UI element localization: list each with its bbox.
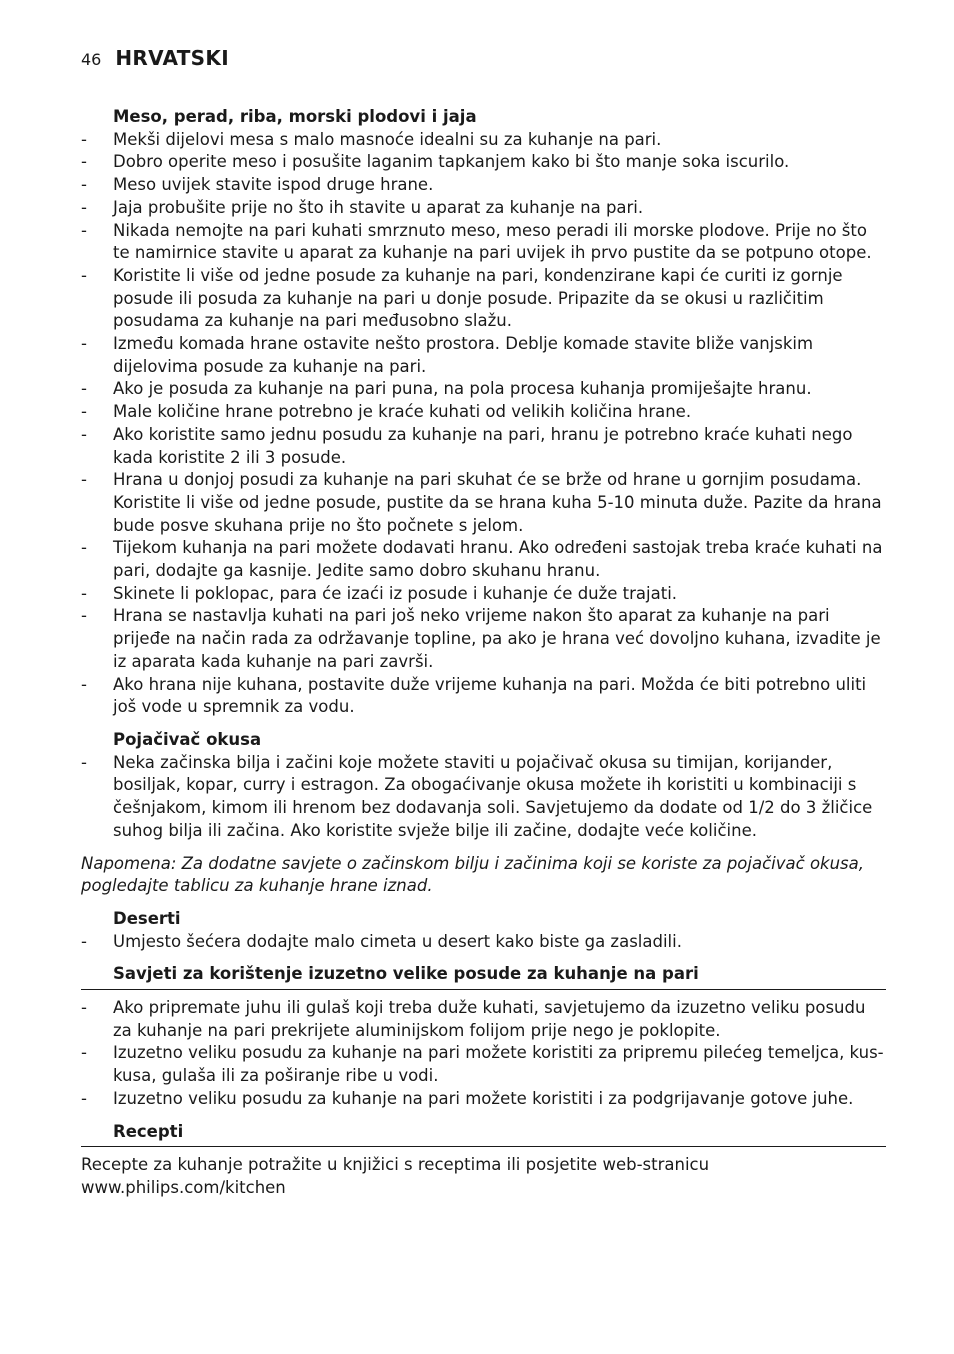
bullet-dash: - — [81, 402, 87, 422]
list-item — [81, 378, 886, 401]
list-item-text: Tijekom kuhanja na pari možete dodavati hranu. Ako određeni sastojak treba kraće kuhati na pari, dodajte ga kasnije. Jedite samo dobro skuhanu hranu. — [113, 538, 883, 581]
list-item-text: Nikada nemojte na pari kuhati smrznuto meso, meso peradi ili morske plodove. Prije no što te namirnice stavite u aparat za kuhanje na pari uvijek ih prvo pustite da se potpuno otope. — [113, 220, 872, 263]
bullet-dash: - — [81, 1043, 87, 1063]
list-item-text: Između komada hrane ostavite nešto prostora. Deblje komade stavite bliže vanjskim dijelovima posude za kuhanje na pari. — [113, 334, 814, 376]
recipes-text: Recepte za kuhanje potražite u knjižici s receptima ili posjetite web-stranicu www.philips.com/kitchen — [81, 1155, 710, 1197]
list-item — [81, 220, 886, 265]
large-bowl-tips-list — [81, 997, 886, 1111]
bullet-dash: - — [81, 265, 87, 285]
section-heading-large-bowl: Savjeti za korištenje izuzetno velike posude za kuhanje na pari — [81, 963, 886, 990]
list-item-text: Izuzetno veliku posudu za kuhanje na pari možete koristiti za pripremu pilećeg temeljca, kus-kusa, gulaša ili za poširanje ribe u vodi. — [113, 1043, 884, 1086]
page-number: 46 — [81, 50, 102, 69]
page-content — [81, 106, 886, 1200]
list-item-text: Izuzetno veliku posudu za kuhanje na pari možete koristiti i za podgrijavanje gotove juhe. — [113, 1088, 854, 1108]
list-item — [81, 424, 886, 469]
language-title: HRVATSKI — [115, 46, 229, 70]
list-item-text: Koristite li više od jedne posude za kuhanje na pari, kondenzirane kapi će curiti iz gornje posude ili posuda za kuhanje na pari u donje posude. Pripazite da se okusi u različitim posudama za kuhanje na pari međusobno slažu. — [113, 265, 843, 331]
bullet-dash: - — [81, 1088, 87, 1108]
bullet-dash: - — [81, 334, 87, 354]
list-item — [81, 752, 886, 843]
list-item — [81, 997, 886, 1042]
list-item — [81, 674, 886, 719]
list-item-text: Hrana u donjoj posudi za kuhanje na pari skuhat će se brže od hrane u gornjim posudama. Koristite li više od jedne posude, pustite da se hrana kuha 5-10 minuta duže. Pazite da hrana bude posve skuhana prije no što počnete s jelom. — [113, 470, 882, 535]
note-text: Napomena: Za dodatne savjete o začinskom bilju i začinima koji se koriste za pojačivač okusa, pogledajte tablicu za kuhanje hrane iznad. — [81, 853, 865, 896]
list-item-text: Male količine hrane potrebno je kraće kuhati od velikih količina hrane. — [113, 402, 692, 422]
bullet-dash: - — [81, 175, 87, 195]
flavour-tips-list — [81, 752, 886, 843]
bullet-dash: - — [81, 470, 87, 490]
desserts-tips-list — [81, 931, 886, 954]
bullet-dash: - — [81, 931, 87, 951]
list-item-text: Jaja probušite prije no što ih stavite u aparat za kuhanje na pari. — [113, 197, 644, 217]
list-item — [81, 151, 886, 174]
list-item — [81, 265, 886, 333]
list-item-text: Ako pripremate juhu ili gulaš koji treba duže kuhati, savjetujemo da izuzetno veliku posudu za kuhanje na pari prekrijete aluminijskom folijom prije nego je poklopite. — [113, 998, 866, 1040]
list-item — [81, 1088, 886, 1111]
list-item-text: Umjesto šećera dodajte malo cimeta u desert kako biste ga zasladili. — [113, 931, 682, 951]
bullet-dash: - — [81, 998, 87, 1018]
bullet-dash: - — [81, 606, 87, 626]
section-heading-desserts: Deserti — [113, 908, 181, 928]
bullet-dash: - — [81, 674, 87, 694]
list-item — [81, 333, 886, 378]
list-item-text: Ako hrana nije kuhana, postavite duže vrijeme kuhanja na pari. Možda će biti potrebno uliti još vode u spremnik za vodu. — [113, 674, 867, 717]
list-item-text: Meso uvijek stavite ispod druge hrane. — [113, 175, 434, 195]
list-item-text: Skinete li poklopac, para će izaći iz posude i kuhanje će duže trajati. — [113, 583, 678, 603]
bullet-dash: - — [81, 197, 87, 217]
bullet-dash: - — [81, 538, 87, 558]
list-item-text: Dobro operite meso i posušite laganim tapkanjem kako bi što manje soka iscurilo. — [113, 152, 790, 172]
list-item-text: Ako koristite samo jednu posudu za kuhanje na pari, hranu je potrebno kraće kuhati nego kada koristite 2 ili 3 posude. — [113, 424, 853, 467]
list-item-text: Mekši dijelovi mesa s malo masnoće idealni su za kuhanje na pari. — [113, 129, 662, 149]
list-item — [81, 1042, 886, 1087]
bullet-dash: - — [81, 379, 87, 399]
section-heading-recipes: Recepti — [81, 1121, 886, 1148]
bullet-dash: - — [81, 220, 87, 240]
list-item — [81, 174, 886, 197]
bullet-dash: - — [81, 583, 87, 603]
list-item — [81, 537, 886, 582]
section-heading-flavour: Pojačivač okusa — [113, 729, 262, 749]
page-header — [81, 46, 229, 76]
list-item — [81, 401, 886, 424]
list-item-text: Hrana se nastavlja kuhati na pari još neko vrijeme nakon što aparat za kuhanje na pari prijeđe na način rada za održavanje topline, pa ako je hrana već dovoljno kuhana, izvadite je iz aparata kada kuhanje na pari završi. — [113, 606, 881, 671]
list-item — [81, 931, 886, 954]
section-heading-meat: Meso, perad, riba, morski plodovi i jaja — [113, 107, 477, 126]
list-item-text: Ako je posuda za kuhanje na pari puna, na pola procesa kuhanja promiješajte hranu. — [113, 379, 812, 399]
list-item-text: Neka začinska bilja i začini koje možete staviti u pojačivač okusa su timijan, korijander, bosiljak, kopar, curry i estragon. Za obogaćivanje okusa možete ih koristiti u kombinaciji s češnjakom, kimom ili hrenom bez dodavanja soli. Savjetujemo da dodate od 1/2 do 3 žličice suhog bilja ili začina. Ako koristite svježe bilje ili začine, dodajte veće količine. — [113, 752, 873, 840]
meat-tips-list — [81, 129, 886, 719]
list-item — [81, 129, 886, 152]
bullet-dash: - — [81, 152, 87, 172]
bullet-dash: - — [81, 424, 87, 444]
list-item — [81, 469, 886, 537]
list-item — [81, 583, 886, 606]
list-item — [81, 197, 886, 220]
bullet-dash: - — [81, 129, 87, 149]
bullet-dash: - — [81, 752, 87, 772]
list-item — [81, 605, 886, 673]
